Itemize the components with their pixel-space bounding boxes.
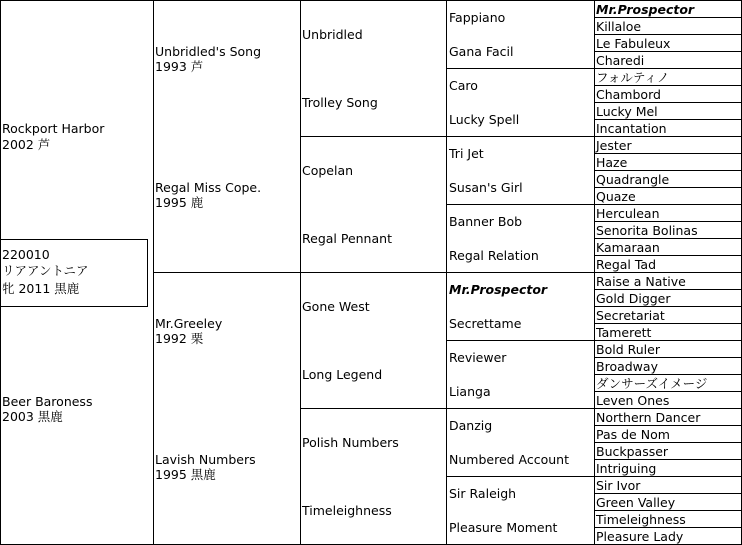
gen5-name: Herculean [596, 206, 660, 221]
grid-line [594, 493, 742, 494]
grid-line [446, 476, 742, 477]
gen5-name: Secretariat [596, 308, 665, 323]
subject-name: リアアントニア [2, 263, 89, 278]
gen4-name: Reviewer [449, 350, 507, 365]
gen4-name: Sir Raleigh [449, 486, 517, 501]
grid-line [594, 289, 742, 290]
gen4-name: Numbered Account [449, 452, 570, 467]
gen5-name: Incantation [596, 121, 667, 136]
gen5-name: Leven Ones [596, 393, 670, 408]
gen5-name: Killaloe [596, 19, 642, 34]
grid-line [594, 425, 742, 426]
grid-line [594, 187, 742, 188]
gen5-name: Quaze [596, 189, 636, 204]
grid-line [594, 51, 742, 52]
grid-line [594, 323, 742, 324]
gen5-name: Charedi [596, 53, 645, 68]
gen4-name: Lianga [449, 384, 491, 399]
gen5-name: Pleasure Lady [596, 529, 684, 544]
gen4-name: Pleasure Moment [449, 520, 558, 535]
grid-line [446, 204, 742, 205]
grid-line [594, 374, 742, 375]
gen4-name: Lucky Spell [449, 112, 520, 127]
gen5-name: Kamaraan [596, 240, 660, 255]
gen5-name: Tamerett [596, 325, 652, 340]
grid-line [0, 0, 742, 1]
gen5-name: Gold Digger [596, 291, 671, 306]
grid-line [446, 340, 742, 341]
gen3-name: Long Legend [302, 367, 383, 382]
subject-info: 牝 2011 黒鹿 [2, 281, 80, 296]
subject-id: 220010 [2, 247, 50, 262]
gen5-name: Pas de Nom [596, 427, 670, 442]
grid-line [594, 102, 742, 103]
grid-line [594, 391, 742, 392]
gen4-name: Tri Jet [449, 146, 484, 161]
grid-line [594, 255, 742, 256]
gen3-name: Regal Pennant [302, 231, 392, 246]
grid-line [594, 153, 742, 154]
gen5-name: Lucky Mel [596, 104, 658, 119]
gen3-name: Copelan [302, 163, 354, 178]
gen5-name: フォルティノ [596, 70, 670, 85]
gen2-info: 1995 黒鹿 [155, 467, 216, 482]
gen5-name: Broadway [596, 359, 658, 374]
gen4-name: Gana Facil [449, 44, 514, 59]
dam-info: 2003 黒鹿 [2, 409, 63, 424]
gen5-name: Timeleighness [596, 512, 686, 527]
gen2-name: Mr.Greeley [155, 316, 223, 331]
gen3-name: Polish Numbers [302, 435, 399, 450]
grid-line [594, 510, 742, 511]
gen4-name: Regal Relation [449, 248, 539, 263]
gen5-name: Sir Ivor [596, 478, 641, 493]
gen5-name: Raise a Native [596, 274, 686, 289]
gen5-name: Senorita Bolinas [596, 223, 698, 238]
gen4-name: Susan's Girl [449, 180, 523, 195]
gen3-name: Unbridled [302, 27, 363, 42]
gen5-name: Bold Ruler [596, 342, 660, 357]
gen4-name: Banner Bob [449, 214, 523, 229]
gen5-name: Regal Tad [596, 257, 657, 272]
sire-info: 2002 芦 [2, 137, 51, 152]
gen4-name: Secrettame [449, 316, 522, 331]
gen5-name: Northern Dancer [596, 410, 701, 425]
gen3-name: Timeleighness [302, 503, 392, 518]
gen4-name: Danzig [449, 418, 493, 433]
grid-line [594, 170, 742, 171]
grid-line [594, 306, 742, 307]
gen4-name: Mr.Prospector [449, 282, 548, 297]
gen5-name: Haze [596, 155, 628, 170]
grid-line [594, 238, 742, 239]
grid-line [594, 119, 742, 120]
gen5-name: ダンサーズイメージ [596, 376, 708, 391]
grid-line [594, 221, 742, 222]
gen2-info: 1992 栗 [155, 331, 204, 346]
gen5-name: Buckpasser [596, 444, 669, 459]
grid-line [594, 527, 742, 528]
grid-line [300, 136, 742, 137]
grid-line [153, 272, 742, 273]
gen4-name: Caro [449, 78, 478, 93]
gen5-name: Jester [596, 138, 632, 153]
gen3-name: Trolley Song [302, 95, 378, 110]
gen5-name: Le Fabuleux [596, 36, 671, 51]
gen2-name: Regal Miss Cope. [155, 180, 262, 195]
gen5-name: Chambord [596, 87, 661, 102]
gen4-name: Fappiano [449, 10, 506, 25]
grid-line [594, 17, 742, 18]
grid-line [594, 85, 742, 86]
sire-name: Rockport Harbor [2, 121, 105, 136]
grid-line [446, 68, 742, 69]
grid-line [594, 442, 742, 443]
grid-line [0, 306, 148, 307]
gen3-name: Gone West [302, 299, 370, 314]
gen5-name: Intriguing [596, 461, 657, 476]
dam-name: Beer Baroness [2, 394, 93, 409]
gen2-name: Unbridled's Song [155, 44, 262, 59]
grid-line [594, 357, 742, 358]
grid-line [147, 239, 148, 307]
gen2-info: 1993 芦 [155, 59, 204, 74]
grid-line [594, 34, 742, 35]
grid-line [594, 459, 742, 460]
grid-line [0, 239, 148, 240]
gen5-name: Green Valley [596, 495, 676, 510]
grid-line [300, 408, 742, 409]
gen2-info: 1995 鹿 [155, 195, 204, 210]
gen5-name: Mr.Prospector [596, 2, 695, 17]
grid-line [0, 0, 1, 545]
gen5-name: Quadrangle [596, 172, 670, 187]
gen2-name: Lavish Numbers [155, 452, 256, 467]
